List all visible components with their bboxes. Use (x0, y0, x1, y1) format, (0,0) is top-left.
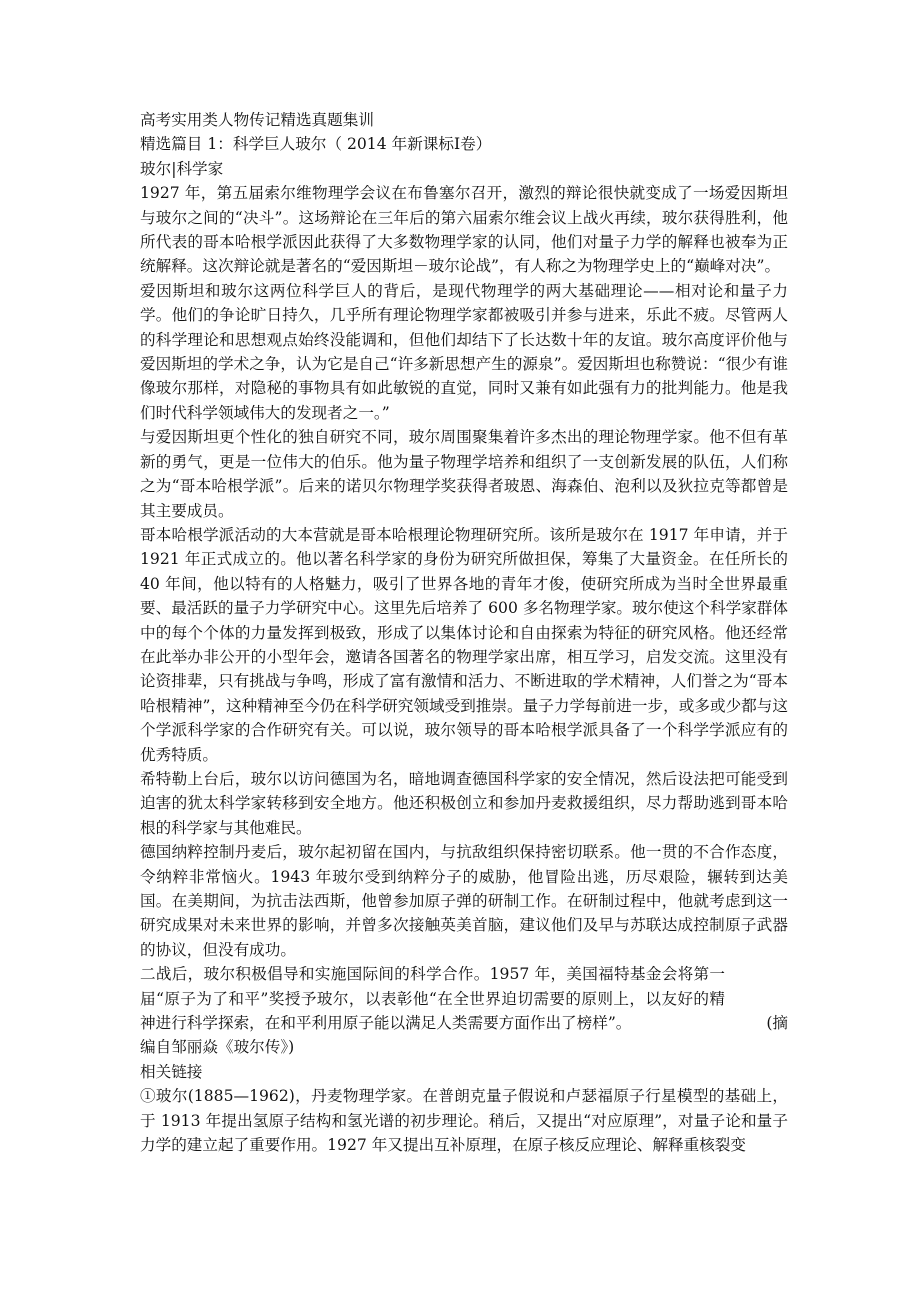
paragraph: 与爱因斯坦更个性化的独自研究不同，玻尔周围聚集着许多杰出的理论物理学家。他不但有革新的勇气，更是一位伟大的伯乐。他为量子物理学培养和组织了一支创新发展的队伍，人们称之为“哥本哈根学派”。后来的诺贝尔物理学奖获得者玻恩、海森伯、泡利以及狄拉克等都曾是其主要成员。 (140, 428, 788, 520)
document-subtitle: 精选篇目 1：科学巨人玻尔（ 2014 年新课标Ⅰ卷） (140, 135, 492, 154)
source-open: (摘 (766, 1014, 788, 1033)
paragraph: 二战后，玻尔积极倡导和实施国际间的科学合作。1957 年，美国福特基金会将第一届“原子为了和平”奖授予玻尔，以表彰他“在全世界迫切需要的原则上，以友好的精神进行科学探索，在和平利用原子能以满足人类需要方面作出了榜样”。 (140, 965, 725, 1033)
paragraph: 1927 年，第五届索尔维物理学会议在布鲁塞尔召开，激烈的辩论很快就变成了一场爱因斯坦与玻尔之间的“决斗”。这场辩论在三年后的第六届索尔维会议上战火再续，玻尔获得胜利，他所代表的哥本哈根学派因此获得了大多数物理学家的认同，他们对量子力学的解释也被奉为正统解释。这次辩论就是著名的“爱因斯坦－玻尔论战”，有人称之为物理学史上的“巅峰对决”。 (140, 184, 788, 276)
paragraph: 哥本哈根学派活动的大本营就是哥本哈根理论物理研究所。该所是玻尔在 1917 年申请，并于 1921 年正式成立的。他以著名科学家的身份为研究所做担保，筹集了大量资金。在任所长的 40 年间，他以特有的人格魅力，吸引了世界各地的青年才俊，使研究所成为当时全世界最重要、最活跃的量子力学研究中心。这里先后培养了 600 多名物理学家。玻尔使这个科学家群体中的每个个体的力量发挥到极致，形成了以集体讨论和自由探索为特征的研究风格。他还经常在此举办非公开的小型年会，邀请各国著名的物理学家出席，相互学习，启发交流。这里没有论资排辈，只有挑战与争鸣，形成了富有激情和活力、不断进取的学术精神，人们誉之为“哥本哈根精神”，这种精神至今仍在科学研究领域受到推崇。量子力学每前进一步，或多或少都与这个学派科学家的合作研究有关。可以说，玻尔领导的哥本哈根学派具备了一个科学学派应有的优秀特质。 (140, 525, 788, 764)
paragraph: 德国纳粹控制丹麦后，玻尔起初留在国内，与抗敌组织保持密切联系。他一贯的不合作态度，令纳粹非常恼火。1943 年玻尔受到纳粹分子的威胁，他冒险出逃，历尽艰险，辗转到达美国。在美期间，为抗击法西斯，他曾参加原子弹的研制工作。在研制过程中，他就考虑到这一研究成果对未来世界的影响，并曾多次接触英美首脑，建议他们及早与苏联达成控制原子武器的协议，但没有成功。 (140, 843, 788, 959)
paragraph: 希特勒上台后，玻尔以访问德国为名，暗地调查德国科学家的安全情况，然后设法把可能受到迫害的犹太科学家转移到安全地方。他还积极创立和参加丹麦救援组织，尽力帮助逃到哥本哈根的科学家与其他难民。 (140, 769, 788, 837)
document-title: 高考实用类人物传记精选真题集训 (140, 111, 374, 129)
paragraph: 爱因斯坦和玻尔这两位科学巨人的背后，是现代物理学的两大基础理论——相对论和量子力学。他们的争论旷日持久，几乎所有理论物理学家都被吸引并参与进来，乐此不疲。尽管两人的科学理论和思想观点始终没能调和，但他们却结下了长达数十年的友谊。玻尔高度评价他与爱因斯坦的学术之争，认为它是自己“许多新思想产生的源泉”。爱因斯坦也称赞说：“很少有谁像玻尔那样，对隐秘的事物具有如此敏锐的直觉，同时又兼有如此强有力的批判能力。他是我们时代科学领域伟大的发现者之一。” (140, 281, 788, 422)
paragraph-with-source (140, 962, 788, 1035)
related-links-heading: 相关链接 (140, 1062, 203, 1081)
document-tag: 玻尔|科学家 (140, 159, 224, 178)
source-citation: 编自邹丽焱《玻尔传》) (140, 1038, 295, 1057)
document-page (140, 108, 788, 1157)
related-link-paragraph: ①玻尔(1885—1962)，丹麦物理学家。在普朗克量子假说和卢瑟福原子行星模型的基础上，于 1913 年提出氢原子结构和氢光谱的初步理论。稍后，又提出“对应原理”，对量子论和量子力学的建立起了重要作用。1927 年又提出互补原理，在原子核反应理论、解释重核裂变 (140, 1087, 788, 1155)
